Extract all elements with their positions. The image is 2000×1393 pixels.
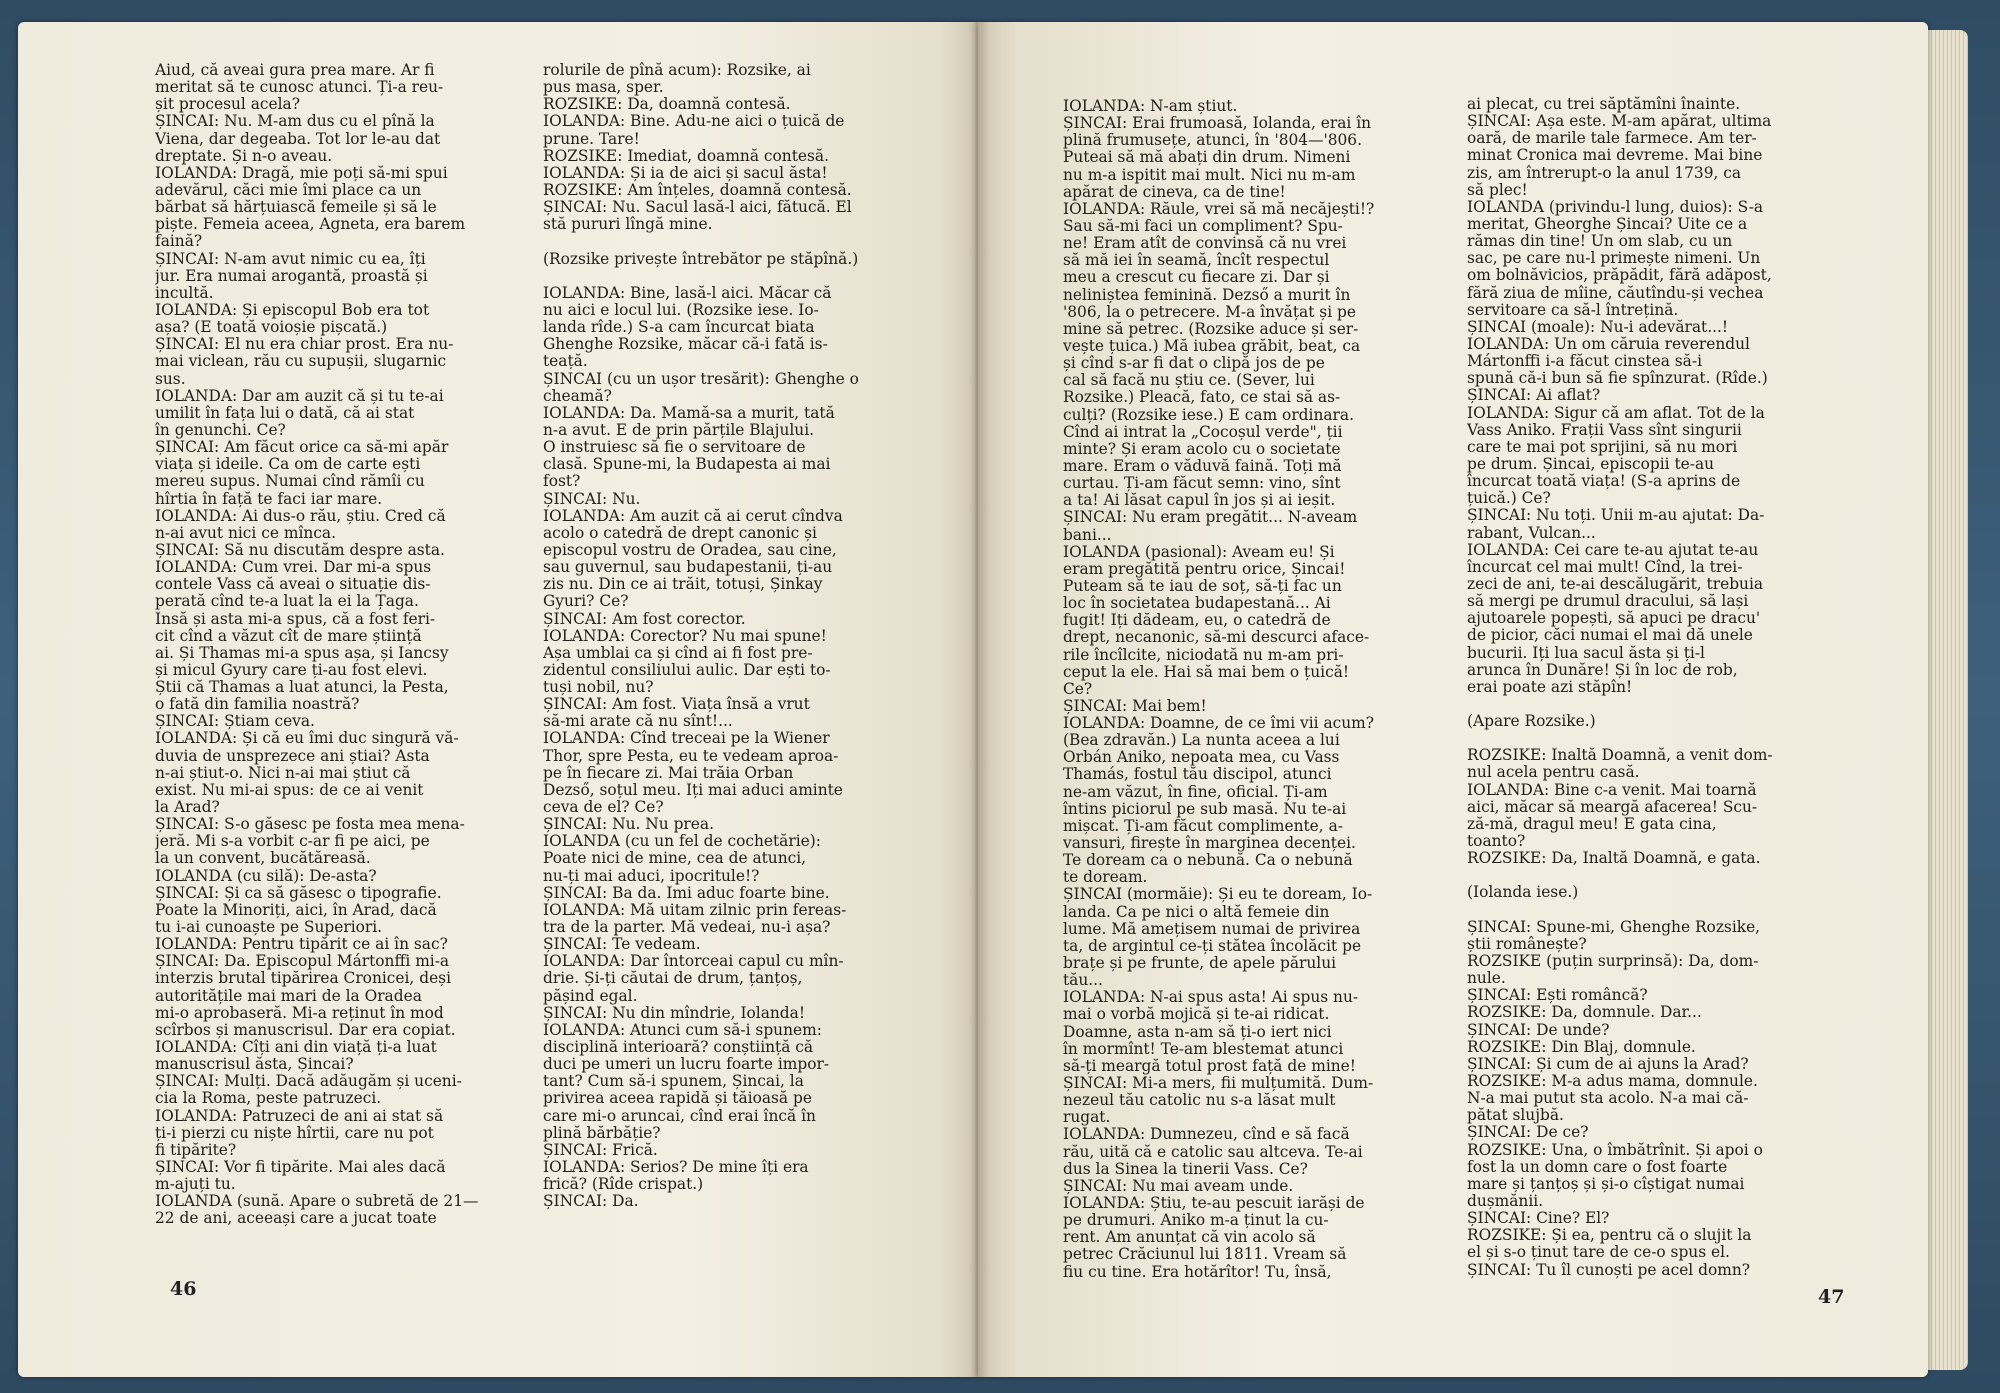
text-line: acolo o catedră de drept canonic și [543,524,817,542]
text-line: ȘINCAI: Spune-mi, Ghenghe Rozsike, [1467,918,1761,936]
text-line: la un convent, bucătăreasă. [155,850,371,868]
text-line: landa rîde.) S-a cam încurcat biata [543,319,815,337]
text-line: ȘINCAI: N-am avut nimic cu ea, îți [155,250,426,268]
text-line: șit procesul acela? [155,96,300,114]
text-line: zis, am întrerupt-o la anul 1739, ca [1467,164,1742,182]
text-line: meritat, Gheorghe Șincai? Uite ce a [1467,215,1748,233]
text-line: ȘINCAI: Mulți. Dacă adăugăm și uceni- [155,1073,462,1091]
text-line: neliniștea feminină. Dezső a murit în [1063,286,1351,304]
text-line: ROZSIKE: Da, doamnă contesă. [543,96,791,114]
text-line: vește țuica.) Mă iubea grăbit, beat, ca [1063,337,1361,355]
text-line: Te doream ca o nebună. Ca o nebună [1063,852,1353,870]
text-line: rabant, Vulcan... [1467,524,1596,542]
text-line: ȘINCAI: Da. [543,1193,639,1211]
text-line: rugat. [1063,1109,1111,1127]
text-line: IOLANDA: Cînd treceai pe la Wiener [543,730,830,748]
text-line: zeci de ani, te-ai descălugărit, trebuia [1467,575,1764,593]
text-line: tău... [1063,972,1103,990]
text-line: aici, măcar să meargă afacerea! Scu- [1467,798,1758,816]
text-line: zis nu. Din ce ai trăit, totuși, Șinkay [543,576,823,594]
text-line: prune. Tare! [543,130,640,148]
text-line: ȘINCAI: De ce? [1467,1124,1589,1142]
text-line: sau guvernul, sau budapestanii, ți-au [543,559,833,577]
text-line: nu aici e locul lui. (Rozsike iese. Io- [543,301,819,319]
text-line: ȘINCAI: El nu era chiar prost. Era nu- [155,336,454,354]
text-line: fi tipărite? [155,1141,237,1159]
text-line: IOLANDA: N-ai spus asta! Ai spus nu- [1063,989,1359,1007]
text-line: N-a mai putut sta acolo. N-a mai că- [1467,1090,1749,1108]
text-line: ȘINCAI: Așa este. M-am apărat, ultima [1467,113,1772,131]
text-line: autoritățile mai mari de la Oradea [155,987,422,1005]
text-line: IOLANDA: N-am știut. [1063,98,1238,115]
text-line: de picior, căci numai el mai dă unele [1467,627,1753,645]
text-line: Doamne, asta n-am să ți-o iert nici [1063,1023,1332,1041]
text-line: așa? (E toată voioșie pișcată.) [155,319,388,337]
text-line: IOLANDA: Și ia de aici și sacul ăsta! [543,164,828,182]
text-line: privirea aceea rapidă și tăioasă pe [543,1090,812,1108]
text-line: IOLANDA: Am auzit că ai cerut cîndva [543,507,843,525]
text-line: ȘINCAI: Tu îl cunoști pe acel domn? [1467,1261,1750,1279]
text-line: fost? [543,473,581,491]
text-line: fost la un domn care o fost foarte [1467,1158,1728,1176]
text-line: ȘINCAI: Nu. M-am dus cu el pînă la [155,113,435,131]
text-line: culți? (Rozsike iese.) E cam ordinara. [1063,406,1354,424]
text-line: nul acela pentru casă. [1467,764,1640,782]
text-line: drept, necanonic, să-mi descurci afacе- [1063,629,1370,647]
text-line: IOLANDA: Cum vrei. Dar mi-a spus [155,559,432,577]
text-line: IOLANDA: Bine c-a venit. Mai toarnă [1467,781,1757,799]
text-line: Poate nici de mine, cea de atunci, [543,850,807,868]
text-line: manuscrisul ăsta, Șincai? [155,1056,354,1074]
text-line: la Arad? [155,799,220,817]
text-line: arunca în Dunăre! Și în loc de rob, [1467,661,1738,679]
text-line: ȘINCAI: Nu. [543,490,641,508]
text-line: contele Vass că aveai o situație dis- [155,576,431,594]
text-line: viața și ideile. Ca om de carte ești [155,456,421,474]
text-line: servitoare ca să-l întrețină. [1467,301,1679,319]
text-line: ȘINCAI: Cine? El? [1467,1210,1610,1228]
text-line: n-a avut. E de prin părțile Blajului. [543,421,815,439]
text-line: ȘINCAI (moale): Nu-i adevărat...! [1467,318,1729,336]
text-line: adevărul, căci mie îmi place ca un [155,181,422,199]
text-line: IOLANDA (privindu-l lung, duios): S-a [1467,198,1764,216]
text-line: ROZSIKE: Imediat, doamnă contesă. [543,147,829,165]
text-line: bucurii. Îți lua sacul ăsta și ți-l [1467,644,1705,662]
text-line: scîrbos și manuscrisul. Dar era copiat. [155,1021,456,1039]
text-line: cheamă? [543,387,612,405]
text-line: IOLANDA: Știu, te-au pescuit iarăși de [1063,1195,1365,1212]
text-line: IOLANDA: Sigur că am aflat. Tot de la [1467,404,1765,422]
text-line: sus. [155,370,186,388]
text-line: 22 de ani, aceeași care a jucat toate [155,1210,437,1228]
text-line: IOLANDA (pasional): Aveam eu! Și [1063,543,1335,561]
text-line: IOLANDA: Dar am auzit că și tu te-ai [155,387,444,405]
text-line: pe drumuri. Aniko m-a ținut la cu- [1063,1212,1329,1230]
text-line: țuică.) Ce? [1467,490,1551,508]
text-line: ROZSIKE: Și ea, pentru că o slujit la [1467,1227,1752,1245]
page-number: 47 [1818,1286,1845,1308]
text-line: meu a crescut cu fiecare zi. Dar și [1063,269,1330,287]
text-line: vansuri, firește în marginea decenței. [1063,835,1356,853]
text-line: să-mi arate că nu sînt!... [543,713,733,731]
text-line: spună că-i bun să fie spînzurat. (Rîde.) [1467,370,1768,388]
text-line: tuși nobil, nu? [543,679,654,697]
text-line: mai viclean, rău cu supușii, slugarnic [155,353,447,371]
text-line: mai o vorbă mojică și te-ai ridicat. [1063,1006,1330,1024]
text-line: ȘINCAI: Frică. [543,1141,658,1159]
text-line: ROZSIKE: M-a adus mama, domnule. [1467,1073,1758,1091]
text-line: Ghenghe Rozsike, măcar că-i fată is- [543,336,828,354]
text-line: să mă iei în seamă, încît respectul [1063,252,1330,270]
text-line: Puteai să mă abați din drum. Nimeni [1063,149,1351,167]
text-line: tra de la parter. Mă vedeai, nu-i așa? [543,919,831,937]
text-line: ajutoarele popești, să apuci pe dracu' [1467,610,1761,628]
text-line: ȘINCAI: De unde? [1467,1021,1610,1039]
text-line: în mormînt! Te-am blestemat atunci [1063,1040,1344,1058]
text-line: ȘINCAI (cu un ușor tresărit): Ghenghe o [543,370,859,388]
text-line: umilit în fața lui o dată, că ai stat [155,404,415,422]
text-line: mi-o aprobaseră. Mi-a reținut în mod [155,1004,444,1022]
text-line: hîrtia în față te faci iar mare. [155,490,383,508]
text-line: fără ziua de mîine, căutîndu-și vechea [1467,284,1764,302]
text-line: IOLANDA: Da. Mamă-sa a murit, tată [543,404,835,422]
text-line: lume. Mă amețisem numai de privirea [1063,920,1361,938]
text-line: pătat slujbă. [1467,1107,1564,1125]
blank-line [1467,902,1827,919]
text-line: ȘINCAI: Ai aflat? [1467,387,1601,405]
text-line: și micul Gyury care ți-au fost elevi. [155,661,428,679]
text-line: IOLANDA: Cîți ani din viață ți-a luat [155,1039,437,1057]
text-line: Ce? [1063,680,1093,698]
text-line: mereu supus. Numai cînd rămîi cu [155,473,425,491]
text-line: Mártonffi i-a făcut cinstea să-i [1467,353,1702,371]
text-line: ne! Eram atît de convinsă că nu vrei [1063,235,1347,253]
text-column-4 [1467,96,1827,1279]
text-line: Știi că Thamas a luat atunci, la Pesta, [155,679,449,697]
text-line: (Iolanda iese.) [1467,884,1579,902]
text-line: ză-mă, dragul meu! E gata cina, [1467,815,1717,833]
text-line: pășind egal. [543,987,638,1005]
text-line: ȘINCAI: Am făcut orice ca să-mi apăr [155,439,449,457]
blank-line [1467,730,1827,747]
text-line: IOLANDA: Atunci cum să-i spunem: [543,1021,822,1039]
text-line: nu-ți mai aduci, ipocritule!? [543,867,760,885]
text-line: cit cînd a văzut cît de mare știință [155,627,422,645]
text-line: ROZSIKE: Da, Înaltă Doamnă, e gata. [1467,850,1761,868]
text-column-2 [543,62,903,1210]
text-line: încurcat cel mai mult! Cînd, la trei- [1467,558,1743,576]
text-line: ȘINCAI: Nu din mîndrie, Iolanda! [543,1004,806,1022]
text-line: IOLANDA: Patruzeci de ani ai stat să [155,1107,444,1125]
text-line: sac, pe care nu-l primește nimeni. Un [1467,250,1761,268]
text-line: ȘINCAI: S-o găsesc pe fosta mea mena- [155,816,465,834]
text-line: ROZSIKE: Din Blaj, domnule. [1467,1038,1696,1056]
text-line: mișcat. Ți-am făcut complimente, a- [1063,817,1343,835]
text-line: ȘINCAI: Da. Episcopul Mártonffi mi-a [155,953,450,971]
text-column-3 [1063,98,1423,1281]
text-line: Vass Aniko. Frații Vass sînt singurii [1467,421,1742,439]
text-line: ȘINCAI: Nu. Sacul lasă-l aici, fătucă. El [543,199,852,217]
text-line: IOLANDA: Serios? De mine îți era [543,1159,809,1176]
text-line: erai poate azi stăpîn! [1467,678,1633,696]
text-line: plină bărbăție? [543,1124,661,1142]
text-line: incultă. [155,284,214,302]
text-line: (Apare Rozsike.) [1467,713,1596,731]
text-line: ROZSIKE: Am înțeles, doamnă contesă. [543,181,852,199]
text-line: faină? [155,233,203,251]
text-line: rile încîlcite, niciodată nu m-am pri- [1063,646,1344,664]
text-line: IOLANDA: Și că eu îmi duc singură vă- [155,730,459,748]
text-line: jeră. Mi s-a vorbit c-ar fi pe aici, pe [155,833,430,851]
text-line: drie. Și-ți căutai de drum, țanțoș, [543,970,803,988]
text-line: pe drum. Șincai, episcopii te-au [1467,455,1715,473]
text-line: IOLANDA: Ai dus-o rău, știu. Cred că [155,507,446,525]
text-line: ȘINCAI: Erai frumoasă, Iolanda, erai în [1063,115,1372,133]
text-line: să-ți meargă totul prost față de mine! [1063,1057,1356,1075]
text-line: ȘINCAI: Nu eram pregătit... N-aveam [1063,509,1358,527]
text-line: ta, de argintul ce-ți stătea încolăcit pe [1063,937,1362,955]
blank-line [1467,696,1827,713]
text-line: IOLANDA: Corector? Nu mai spune! [543,627,827,645]
text-line: duci pe umeri un lucru foarte impor- [543,1056,830,1074]
text-line: a ta! Ai lăsat capul în jos și ai ieșit. [1063,492,1336,510]
text-line: Rozsike.) Pleacă, fato, ce stai să as- [1063,389,1341,407]
text-line: cia la Roma, peste patruzeci. [155,1090,382,1108]
text-line: ȘINCAI: Mai bem! [1063,697,1207,715]
book-gutter [968,22,990,1377]
text-line: piște. Femeia aceea, Agneta, era barem [155,216,466,234]
text-line: IOLANDA: Cei care te-au ajutat te-au [1467,541,1759,559]
text-line: Thor, spre Pesta, eu te vedeam aproa- [543,747,839,765]
text-line: duvia de unsprezece ani știai? Asta [155,747,430,765]
text-line: interzis brutal tipărirea Cronicei, deși [155,970,451,988]
text-line: el și s-o ținut tare de ce-o spus el. [1467,1244,1730,1262]
text-line: ȘINCAI: Să nu discutăm despre asta. [155,541,445,559]
text-line: nu m-a ispitit mai mult. Nici nu m-am [1063,166,1356,184]
text-line: Thamás, fostul tău discipol, atunci [1063,766,1332,784]
text-line: ȘINCAI: Și ca să găsesc o tipografie. [155,884,442,902]
text-line: minat Cronica mai devreme. Mai bine [1467,147,1763,165]
text-line: ȘINCAI: Ești româncă? [1467,987,1648,1005]
page-number: 46 [170,1278,197,1300]
text-line: dușmănii. [1467,1193,1544,1210]
text-line: întins piciorul pe sub masă. Nu te-ai [1063,800,1347,818]
text-line: (Rozsike privește întrebător pe stăpînă.) [543,250,859,268]
text-line: episcopul vostru de Oradea, sau cine, [543,541,837,559]
text-line: ROZSIKE (puțin surprinsă): Da, dom- [1467,953,1759,971]
text-line: ți-i pierzi cu niște hîrtii, care nu pot [155,1124,434,1142]
text-line: IOLANDA: Doamne, de ce îmi vii acum? [1063,715,1374,733]
text-line: ROZSIKE: Una, o îmbătrînit. Și apoi o [1467,1141,1763,1159]
text-line: ȘINCAI: Nu toți. Unii m-au ajutat: Da- [1467,507,1765,525]
text-line: IOLANDA: Un om căruia reverendul [1467,335,1750,353]
text-line: Însă și asta mi-a spus, că a fost feri- [155,610,436,628]
text-line: ai. Și Thamas mi-a spus așa, și Iancsy [155,644,449,662]
text-line: știi românește? [1467,935,1587,953]
text-line: '806, la o petrecere. M-a învățat și pe [1063,303,1356,321]
text-line: dreptate. Și n-o aveau. [155,147,333,165]
text-line: ȘINCAI (mormăie): Și eu te doream, Io- [1063,886,1373,904]
text-line: IOLANDA: Și episcopul Bob era tot [155,301,430,319]
text-line: IOLANDA: Dumnezeu, cînd e să facă [1063,1126,1350,1144]
text-line: Așa umblai ca și cînd ai fi fost pre- [543,644,813,662]
text-line: ai plecat, cu trei săptămîni înainte. [1467,96,1741,113]
text-line: Poate la Minoriți, aici, în Arad, dacă [155,901,437,919]
text-line: IOLANDA (sună. Apare o subretă de 21— [155,1193,479,1211]
text-line: mare. Eram o văduvă faină. Toți mă [1063,457,1342,475]
text-line: O instruiesc să fie o servitoare de [543,439,806,457]
text-line: brațe și pe frunte, de apele părului [1063,955,1337,973]
text-line: Puteam să te iau de soț, să-ți fac un [1063,577,1342,595]
text-line: clasă. Spune-mi, la Budapesta ai mai [543,456,831,474]
text-line: ȘINCAI: Nu. Nu prea. [543,816,714,834]
text-line: în genunchi. Ce? [155,421,286,439]
text-line: ȘINCAI: Știam ceva. [155,713,315,731]
text-line: te doream. [1063,869,1148,887]
text-line: ROZSIKE: Da, domnule. Dar... [1467,1004,1702,1022]
text-column-1 [155,62,515,1228]
text-line: n-ai știut-o. Nici n-ai mai știut că [155,764,411,782]
text-line: om bolnăvicios, prăpădit, fără adăpost, [1467,267,1772,285]
text-line: ceput la ele. Hai să mai bem o țuică! [1063,663,1350,681]
text-line: IOLANDA: Bine, lasă-l aici. Măcar că [543,284,832,302]
text-line: ȘINCAI: Am fost corector. [543,610,746,628]
text-line: cal să facă nu știu ce. (Sever, lui [1063,372,1315,390]
text-line: landa. Ca pe nici o altă femeie din [1063,903,1330,921]
text-line: oară, de marile tale farmece. Am ter- [1467,130,1757,148]
text-line: ȘINCAI: Mi-a mers, fii mulțumită. Dum- [1063,1075,1374,1093]
text-line: rău, uită că e catolic sau altceva. Te-ai [1063,1143,1363,1161]
text-line: IOLANDA: Bine. Adu-ne aici o țuică de [543,113,845,131]
text-line: ȘINCAI: Și cum de ai ajuns la Arad? [1467,1055,1749,1073]
text-line: ȘINCAI: Am fost. Viața însă a vrut [543,696,810,714]
text-line: m-ajuți tu. [155,1176,236,1194]
text-line: fugit! Îți dădeam, eu, o catedră de [1063,612,1331,630]
text-line: Aiud, că aveai gura prea mare. Ar fi [155,62,435,79]
text-line: Orbán Aniko, nepoata mea, cu Vass [1063,749,1340,767]
text-line: ȘINCAI: Vor fi tipărite. Mai ales dacă [155,1159,446,1176]
text-line: să plec! [1467,181,1528,199]
text-line: ȘINCAI: Nu mai aveam unde. [1063,1177,1294,1195]
text-line: încurcat toată viața! (S-a aprins de [1467,473,1741,491]
text-line: bărbat să hărțuiască femeile și să le [155,199,437,217]
blank-line [543,233,903,250]
text-line: disciplină interioară? conștiință că [543,1039,814,1057]
text-line: Cînd ai intrat la „Cocoșul verde", ții [1063,423,1343,441]
text-line: mine să petrec. (Rozsike aduce și ser- [1063,320,1359,338]
text-line: care mi-o aruncai, cînd erai încă în [543,1107,816,1125]
text-line: plină frumusețe, atunci, în '804—'806. [1063,132,1362,150]
text-line: și cînd s-ar fi dat o clipă jos de pe [1063,355,1325,373]
text-line: perată cînd te-a luat la ei la Țaga. [155,593,419,611]
text-line: tu i-ai cunoaște pe Superiori. [155,919,383,937]
text-line: ROZSIKE: Înaltă Doamnă, a venit dom- [1467,747,1773,765]
text-line: ceva de el? Ce? [543,799,664,817]
text-line: ne-am văzut, în fine, oficial. Ți-am [1063,783,1328,801]
text-line: IOLANDA (cu un fel de cochetărie): [543,833,821,851]
text-line: curtau. Ți-am făcut semn: vino, sînt [1063,475,1341,493]
text-line: să mergi pe drumul dracului, să lași [1467,593,1749,611]
text-line: IOLANDA: Pentru tipărit ce ai în sac? [155,936,448,954]
text-line: Viena, dar degeaba. Tot lor le-au dat [155,130,441,148]
text-line: IOLANDA: Dar întorceai capul cu mîn- [543,953,844,971]
text-line: ȘINCAI: Te vedeam. [543,936,701,954]
text-line: mare și țanțoș și și-o cîștigat numai [1467,1175,1745,1193]
text-line: toanto? [1467,833,1526,851]
text-line: teață. [543,353,588,371]
text-line: dus la Sinea la tinerii Vass. Ce? [1063,1160,1308,1178]
text-line: (Bea zdravăn.) La nunta aceea a lui [1063,732,1340,750]
text-line: ȘINCAI: Ba da. Îmi aduc foarte bine. [543,884,830,902]
text-line: jur. Era numai arogantă, proastă și [155,267,428,285]
text-line: rent. Am anunțat că vin acolo să [1063,1229,1316,1247]
text-line: minte? Și eram acolo cu o societate [1063,440,1341,458]
text-line: Dezső, soțul meu. Îți mai aduci aminte [543,781,843,799]
text-line: IOLANDA: Răule, vrei să mă necăjești!? [1063,200,1375,218]
text-line: n-ai avut nici ce mînca. [155,524,336,542]
text-line: pus masa, sper. [543,79,664,97]
blank-line [1467,867,1827,884]
text-line: rolurile de pînă acum): Rozsike, ai [543,62,811,79]
text-line: Sau să-mi faci un compliment? Spu- [1063,217,1343,235]
text-line: loc în societatea budapestană... Ai [1063,595,1331,613]
text-line: o fată din familia noastră? [155,696,360,714]
text-line: IOLANDA (cu silă): De-asta? [155,867,377,885]
text-line: stă pururi lîngă mine. [543,216,713,234]
text-line: petrec Crăciunul lui 1811. Vream să [1063,1246,1347,1264]
text-line: pe în fiecare zi. Mai trăia Orban [543,764,794,782]
text-line: meritat să te cunosc atunci. Ți-a reu- [155,79,444,97]
text-line: fiu cu tine. Era hotărîtor! Tu, însă, [1063,1263,1332,1281]
text-line: care te mai pot sprijini, să nu mori [1467,438,1738,456]
text-line: tant? Cum să-i spunem, Șincai, la [543,1073,804,1091]
text-line: nule. [1467,970,1506,988]
text-line: nezeul tău catolic nu s-a lăsat mult [1063,1092,1336,1110]
text-line: bani... [1063,526,1112,544]
text-line: frică? (Rîde crispat.) [543,1176,704,1194]
text-line: Gyuri? Ce? [543,593,629,611]
page-edges [1928,30,1968,1370]
text-line: exist. Nu mi-ai spus: de ce ai venit [155,781,424,799]
text-line: eram pregătită pentru orice, Șincai! [1063,560,1346,578]
text-line: rămas din tine! Un om slab, cu un [1467,233,1733,251]
text-line: IOLANDA: Mă uitam zilnic prin fereas- [543,901,847,919]
text-line: IOLANDA: Dragă, mie poți să-mi spui [155,164,448,182]
text-line: apărat de cineva, ca de tine! [1063,183,1286,201]
blank-line [543,268,903,285]
text-line: zidentul consiliului aulic. Dar ești to- [543,661,831,679]
